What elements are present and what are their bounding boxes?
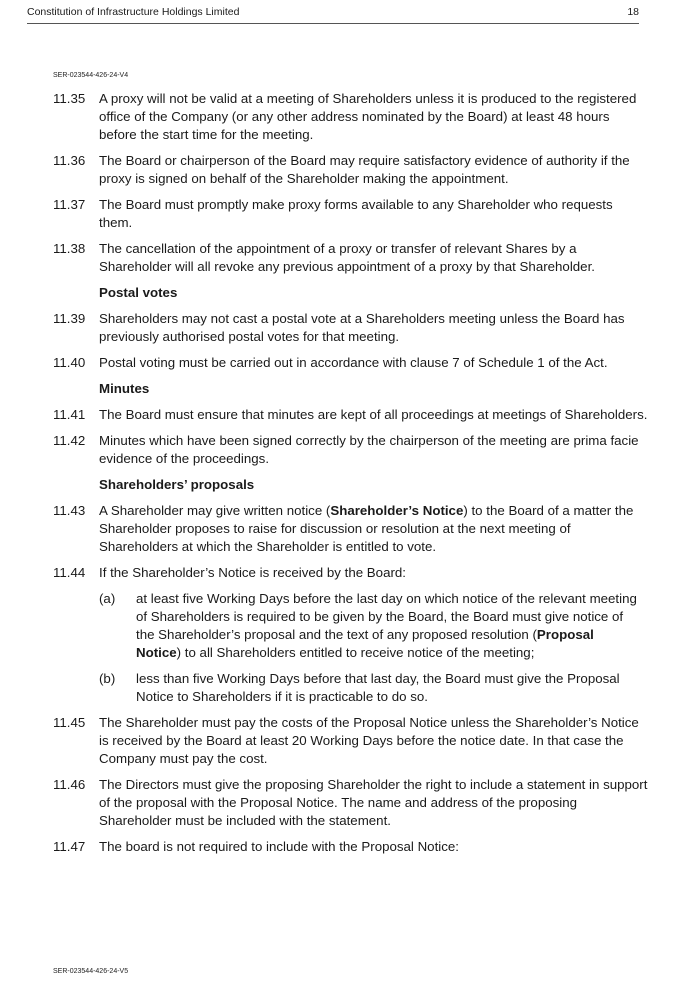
clause-11-43 — [0, 502, 689, 556]
clause-11-41 — [0, 406, 689, 424]
clause-text — [99, 503, 633, 554]
clause-11-45 — [0, 714, 689, 768]
clause-text: The cancellation of the appointment of a proxy or transfer of relevant Shares by a Shareholder will all revoke any previous appointment of a proxy by that Shareholder. — [99, 241, 595, 274]
clause-number: 11.38 — [53, 241, 86, 256]
subclause-11-44-a — [0, 590, 689, 662]
clause-text-part: ) to the Board of a matter the Shareholder proposes to raise for discussion or resolution at the next meeting of Shareholders at which the Shareholder is entitled to vote. — [99, 503, 634, 554]
clause-text: Shareholders may not cast a postal vote at a Shareholders meeting unless the Board has previously authorised postal votes for that meeting. — [99, 311, 625, 344]
clause-number: 11.43 — [53, 503, 86, 518]
clause-11-47 — [0, 838, 689, 856]
defined-term: Proposal Notice — [136, 627, 594, 660]
subclause-11-44-b — [0, 670, 689, 706]
clause-number: 11.36 — [53, 153, 86, 168]
clause-number: 11.40 — [53, 355, 86, 370]
defined-term: Shareholder’s Notice — [330, 503, 464, 518]
clause-text: The Board must ensure that minutes are kept of all proceedings at meetings of Shareholders. — [99, 407, 648, 422]
page-number: 18 — [627, 6, 639, 18]
clause-number: 11.47 — [53, 839, 86, 854]
clause-11-39 — [0, 310, 689, 346]
clause-text: The Board must promptly make proxy forms available to any Shareholder who requests them. — [99, 197, 613, 230]
clause-11-40 — [0, 354, 689, 372]
clause-number: 11.35 — [53, 91, 86, 106]
section-heading-postal-votes: Postal votes — [99, 285, 178, 300]
clause-number: 11.37 — [53, 197, 86, 212]
clause-text: Minutes which have been signed correctly by the chairperson of the meeting are prima facie evidence of the proceedings. — [99, 433, 639, 466]
subclause-text: less than five Working Days before that last day, the Board must give the Proposal Notice to Shareholders if it is practicable to do so. — [136, 671, 620, 704]
document-reference-top: SER-023544-426-24-V4 — [53, 72, 129, 79]
page-header — [27, 5, 639, 24]
subclause-label: (b) — [99, 671, 116, 686]
clause-number: 11.46 — [53, 777, 86, 792]
clause-number: 11.39 — [53, 311, 86, 326]
document-reference-bottom: SER-023544-426-24-V5 — [53, 968, 129, 975]
clause-11-46 — [0, 776, 689, 830]
document-body — [0, 90, 689, 864]
clause-text: The Shareholder must pay the costs of the Proposal Notice unless the Shareholder’s Notice is received by the Board at least 20 Working Days before the notice date. In that case the Company must pay the cost. — [99, 715, 639, 766]
clause-11-38 — [0, 240, 689, 276]
clause-text-part: A Shareholder may give written notice ( — [99, 503, 331, 518]
subclause-text — [136, 591, 637, 660]
clause-11-42 — [0, 432, 689, 468]
document-title: Constitution of Infrastructure Holdings Limited — [27, 6, 240, 18]
subclause-text-part: ) to all Shareholders entitled to receive notice of the meeting; — [176, 645, 535, 660]
subclause-text-part: at least five Working Days before the last day on which notice of the relevant meeting of Shareholders is required to be given by the Board, the Board must give notice of the Shareholder’s proposal and the text of any proposed resolution ( — [136, 591, 637, 642]
section-heading-minutes: Minutes — [99, 381, 150, 396]
clause-11-36 — [0, 152, 689, 188]
clause-text: A proxy will not be valid at a meeting of Shareholders unless it is produced to the registered office of the Company (or any other address nominated by the Board) at least 48 hours before the start time for the meeting. — [99, 91, 637, 142]
clause-11-44 — [0, 564, 689, 582]
clause-number: 11.42 — [53, 433, 86, 448]
section-heading-shareholders-proposals: Shareholders’ proposals — [99, 477, 255, 492]
clause-11-37 — [0, 196, 689, 232]
subclause-label: (a) — [99, 591, 116, 606]
clause-number: 11.44 — [53, 565, 86, 580]
clause-text: The board is not required to include with the Proposal Notice: — [99, 839, 459, 854]
clause-11-35 — [0, 90, 689, 144]
clause-text: The Directors must give the proposing Shareholder the right to include a statement in support of the proposal with the Proposal Notice. The name and address of the proposing Shareholder must be included with the statement. — [99, 777, 648, 828]
clause-text: If the Shareholder’s Notice is received by the Board: — [99, 565, 406, 580]
clause-text: Postal voting must be carried out in accordance with clause 7 of Schedule 1 of the Act. — [99, 355, 608, 370]
clause-text: The Board or chairperson of the Board may require satisfactory evidence of authority if the proxy is signed on behalf of the Shareholder making the appointment. — [99, 153, 630, 186]
clause-number: 11.41 — [53, 407, 86, 422]
clause-number: 11.45 — [53, 715, 86, 730]
